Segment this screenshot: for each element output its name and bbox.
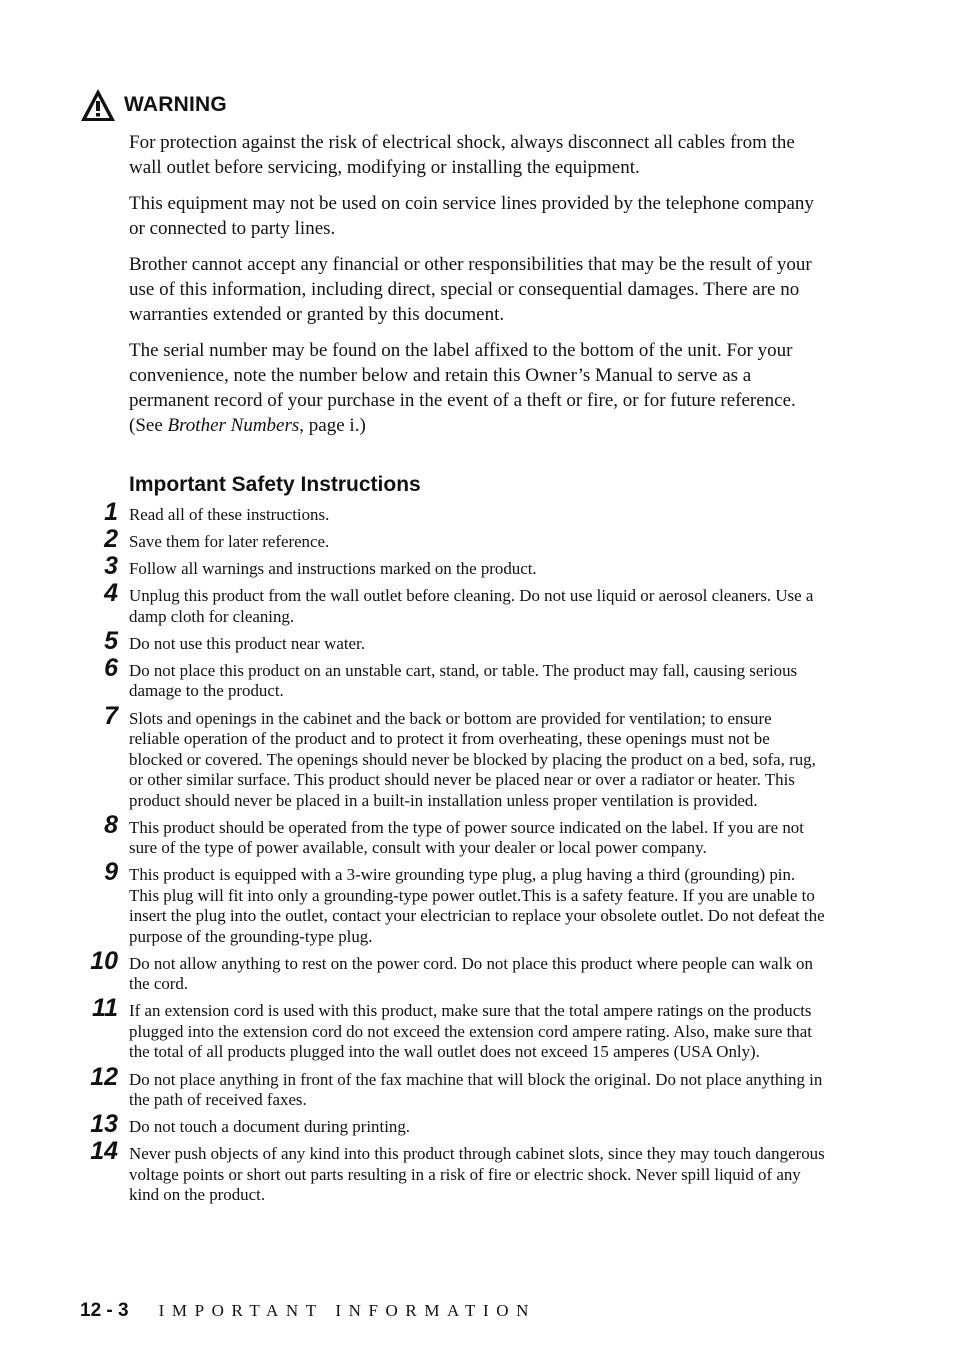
item-number: 2	[104, 525, 118, 554]
item-text: Do not place this product on an unstable cart, stand, or table. The product may fall, causing serious damage to the product.	[129, 660, 798, 701]
list-item	[0, 946, 954, 995]
list-item	[0, 701, 954, 812]
serial-number-paragraph	[129, 338, 829, 438]
item-text: This product is equipped with a 3-wire grounding type plug, a plug having a third (grounding) pin. This plug will fit into only a grounding-type power outlet.This is a safety feature. If you are unable to insert the plug into the outlet, contact your electrician to replace your obsolete outlet. Do not defeat the purpose of the grounding-type plug.	[129, 865, 825, 946]
list-item	[0, 525, 954, 554]
warning-body	[129, 130, 829, 449]
item-number: 9	[104, 858, 118, 887]
item-text: Read all of these instructions.	[129, 505, 330, 524]
item-number: 11	[92, 994, 118, 1023]
item-text: Save them for later reference.	[129, 532, 330, 552]
list-item	[0, 579, 954, 627]
list-item	[0, 498, 954, 526]
serial-text-before: The serial number may be found on the label affixed to the bottom of the unit. For your convenience, note the number below and retain this Owner’s Manual to serve as a permanent record of your purchase in the event of a theft or fire, or for future reference. (See	[129, 340, 796, 436]
item-number: 7	[104, 701, 118, 730]
item-number: 4	[104, 579, 118, 608]
list-item	[0, 858, 954, 947]
item-number: 3	[104, 552, 118, 581]
brother-numbers-reference: Brother Numbers	[167, 415, 300, 436]
chapter-title: IMPORTANT INFORMATION	[158, 1301, 537, 1320]
item-number: 6	[104, 653, 118, 682]
safety-instructions-title: Important Safety Instructions	[129, 473, 421, 496]
item-number: 14	[90, 1137, 118, 1166]
item-number: 13	[90, 1110, 118, 1139]
page-footer	[80, 1300, 536, 1322]
item-text: Follow all warnings and instructions marked on the product.	[129, 559, 537, 579]
item-text: Do not use this product near water.	[129, 633, 365, 653]
item-text: If an extension cord is used with this product, make sure that the total ampere ratings on the products plugged into the extension cord do not exceed the extension cord ampere rating. Also, make sure that the total of all products plugged into the wall outlet does not exceed 15 amperes (USA Only).	[129, 1001, 812, 1062]
item-text: Unplug this product from the wall outlet before cleaning. Do not use liquid or aerosol cleaners. Use a damp cloth for cleaning.	[129, 586, 814, 626]
item-number: 5	[104, 626, 118, 655]
warning-triangle-icon	[80, 88, 116, 122]
page-number: 12 - 3	[80, 1300, 129, 1321]
list-item	[0, 552, 954, 581]
warning-paragraph: Brother cannot accept any financial or other responsibilities that may be the result of your use of this information, including direct, special or consequential damages. There are no warranties extended or granted by this document.	[129, 254, 812, 325]
warning-title: WARNING	[124, 93, 227, 116]
item-text: Do not place anything in front of the fax machine that will block the original. Do not place anything in the path of received faxes.	[129, 1069, 823, 1110]
item-number: 1	[104, 498, 118, 526]
item-number: 12	[90, 1062, 118, 1091]
list-item	[0, 810, 954, 859]
warning-paragraph: This equipment may not be used on coin service lines provided by the telephone company or connected to party lines.	[129, 193, 814, 239]
list-item	[0, 1137, 954, 1206]
item-text: This product should be operated from the type of power source indicated on the label. If you are not sure of the type of power available, consult with your dealer or local power company.	[129, 817, 804, 858]
list-item	[0, 994, 954, 1063]
item-number: 10	[90, 946, 118, 975]
list-item	[0, 1062, 954, 1111]
list-item	[0, 626, 954, 655]
item-text: Slots and openings in the cabinet and the back or bottom are provided for ventilation; to ensure reliable operation of the product and to protect it from overheating, these openings must not be blocked or covered. The openings should never be blocked by placing the product on a bed, sofa, rug, or other similar surface. This product should never be placed near or over a radiator or heater. This product should never be placed in a built-in installation unless proper ventilation is provided.	[129, 708, 816, 810]
safety-instructions-list	[0, 498, 954, 1212]
list-item	[0, 1110, 954, 1139]
item-text: Never push objects of any kind into this product through cabinet slots, since they may touch dangerous voltage points or short out parts resulting in a risk of fire or electric shock. Never spill liquid of any kind on the product.	[129, 1144, 825, 1205]
item-text: Do not allow anything to rest on the power cord. Do not place this product where people can walk on the cord.	[129, 953, 813, 994]
list-item	[0, 653, 954, 702]
warning-header	[80, 88, 227, 122]
item-text: Do not touch a document during printing.	[129, 1117, 410, 1137]
warning-paragraph: For protection against the risk of electrical shock, always disconnect all cables from the wall outlet before servicing, modifying or installing the equipment.	[129, 132, 795, 178]
serial-text-after: , page i.)	[299, 415, 366, 436]
item-number: 8	[104, 810, 118, 839]
